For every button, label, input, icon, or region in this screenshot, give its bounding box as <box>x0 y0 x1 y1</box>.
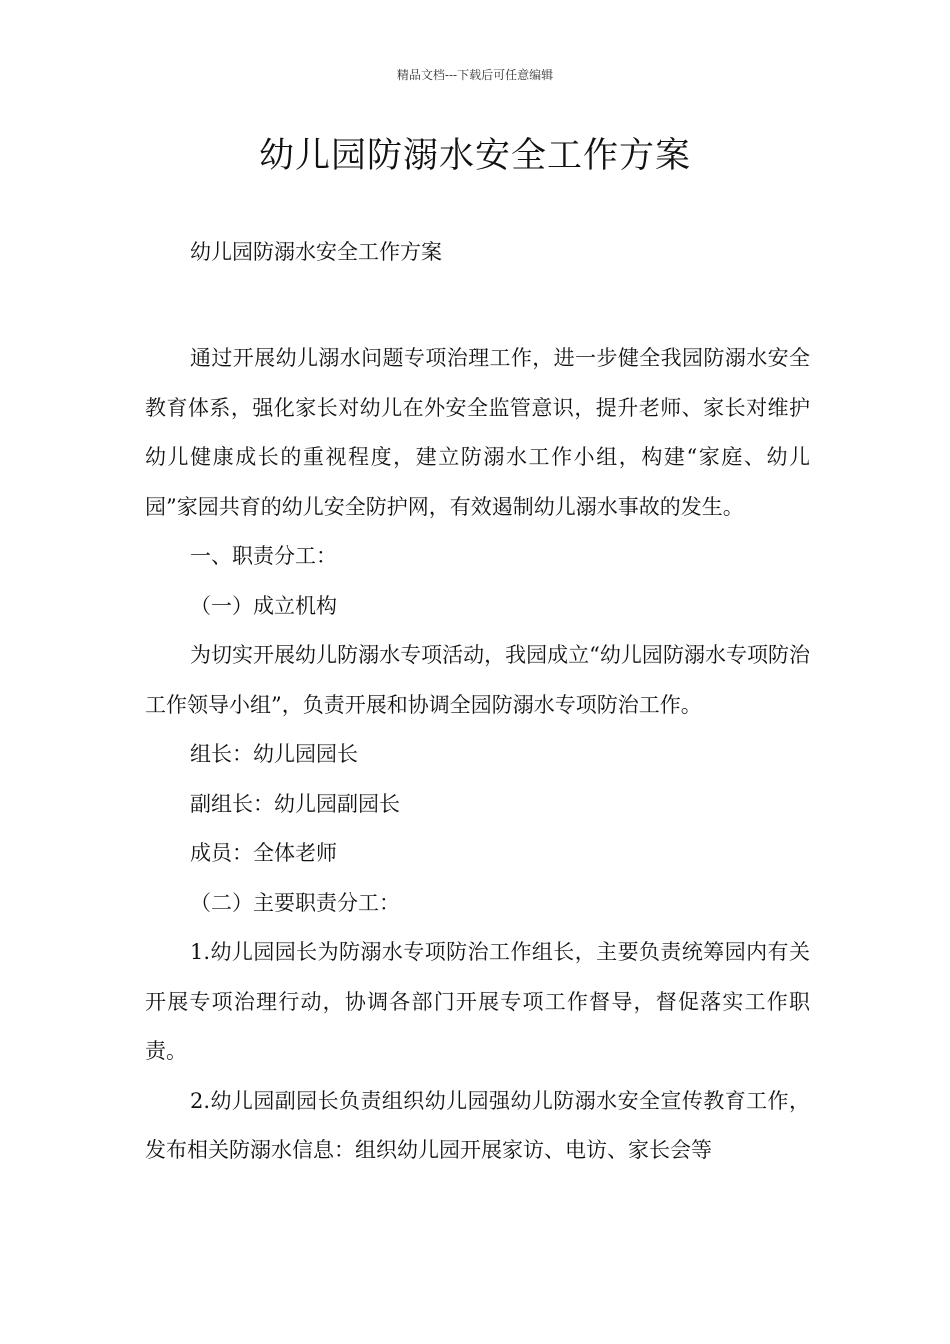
paragraph-duty-1: 1.幼儿园园长为防溺水专项防治工作组长，主要负责统筹园内有关开展专项治理行动，协调各部门开展专项工作督导，督促落实工作职责。 <box>145 940 810 1063</box>
subsection-heading-duties: （二）主要职责分工： <box>190 890 400 915</box>
document-title: 幼儿园防溺水安全工作方案 <box>258 136 691 176</box>
section-heading-responsibilities: 一、职责分工： <box>190 544 337 568</box>
paragraph-members: 成员：全体老师 <box>190 841 337 865</box>
paragraph-intro: 通过开展幼儿溺水问题专项治理工作，进一步健全我园防溺水安全教育体系，强化家长对幼儿在外安全监管意识，提升老师、家长对维护幼儿健康成长的重视程度，建立防溺水工作小组，构建“家庭、幼儿园”家园共育的幼儿安全防护网，有效遏制幼儿溺水事故的发生。 <box>145 346 810 519</box>
paragraph-organization: 为切实开展幼儿防溺水专项活动，我园成立“幼儿园防溺水专项防治工作领导小组”，负责开展和协调全园防溺水专项防治工作。 <box>145 643 810 717</box>
paragraph-leader: 组长：幼儿园园长 <box>190 742 358 766</box>
paragraph-deputy-leader: 副组长：幼儿园副园长 <box>190 791 400 816</box>
document-subtitle: 幼儿园防溺水安全工作方案 <box>190 240 442 264</box>
document-body <box>145 334 810 1176</box>
paragraph-duty-2: 2.幼儿园副园长负责组织幼儿园强幼儿防溺水安全宣传教育工作，发布相关防溺水信息：组织幼儿园开展家访、电访、家长会等 <box>145 1088 810 1162</box>
subsection-heading-organization: （一）成立机构 <box>190 593 337 618</box>
header-note: 精品文档---下载后可任意编辑 <box>396 68 554 82</box>
